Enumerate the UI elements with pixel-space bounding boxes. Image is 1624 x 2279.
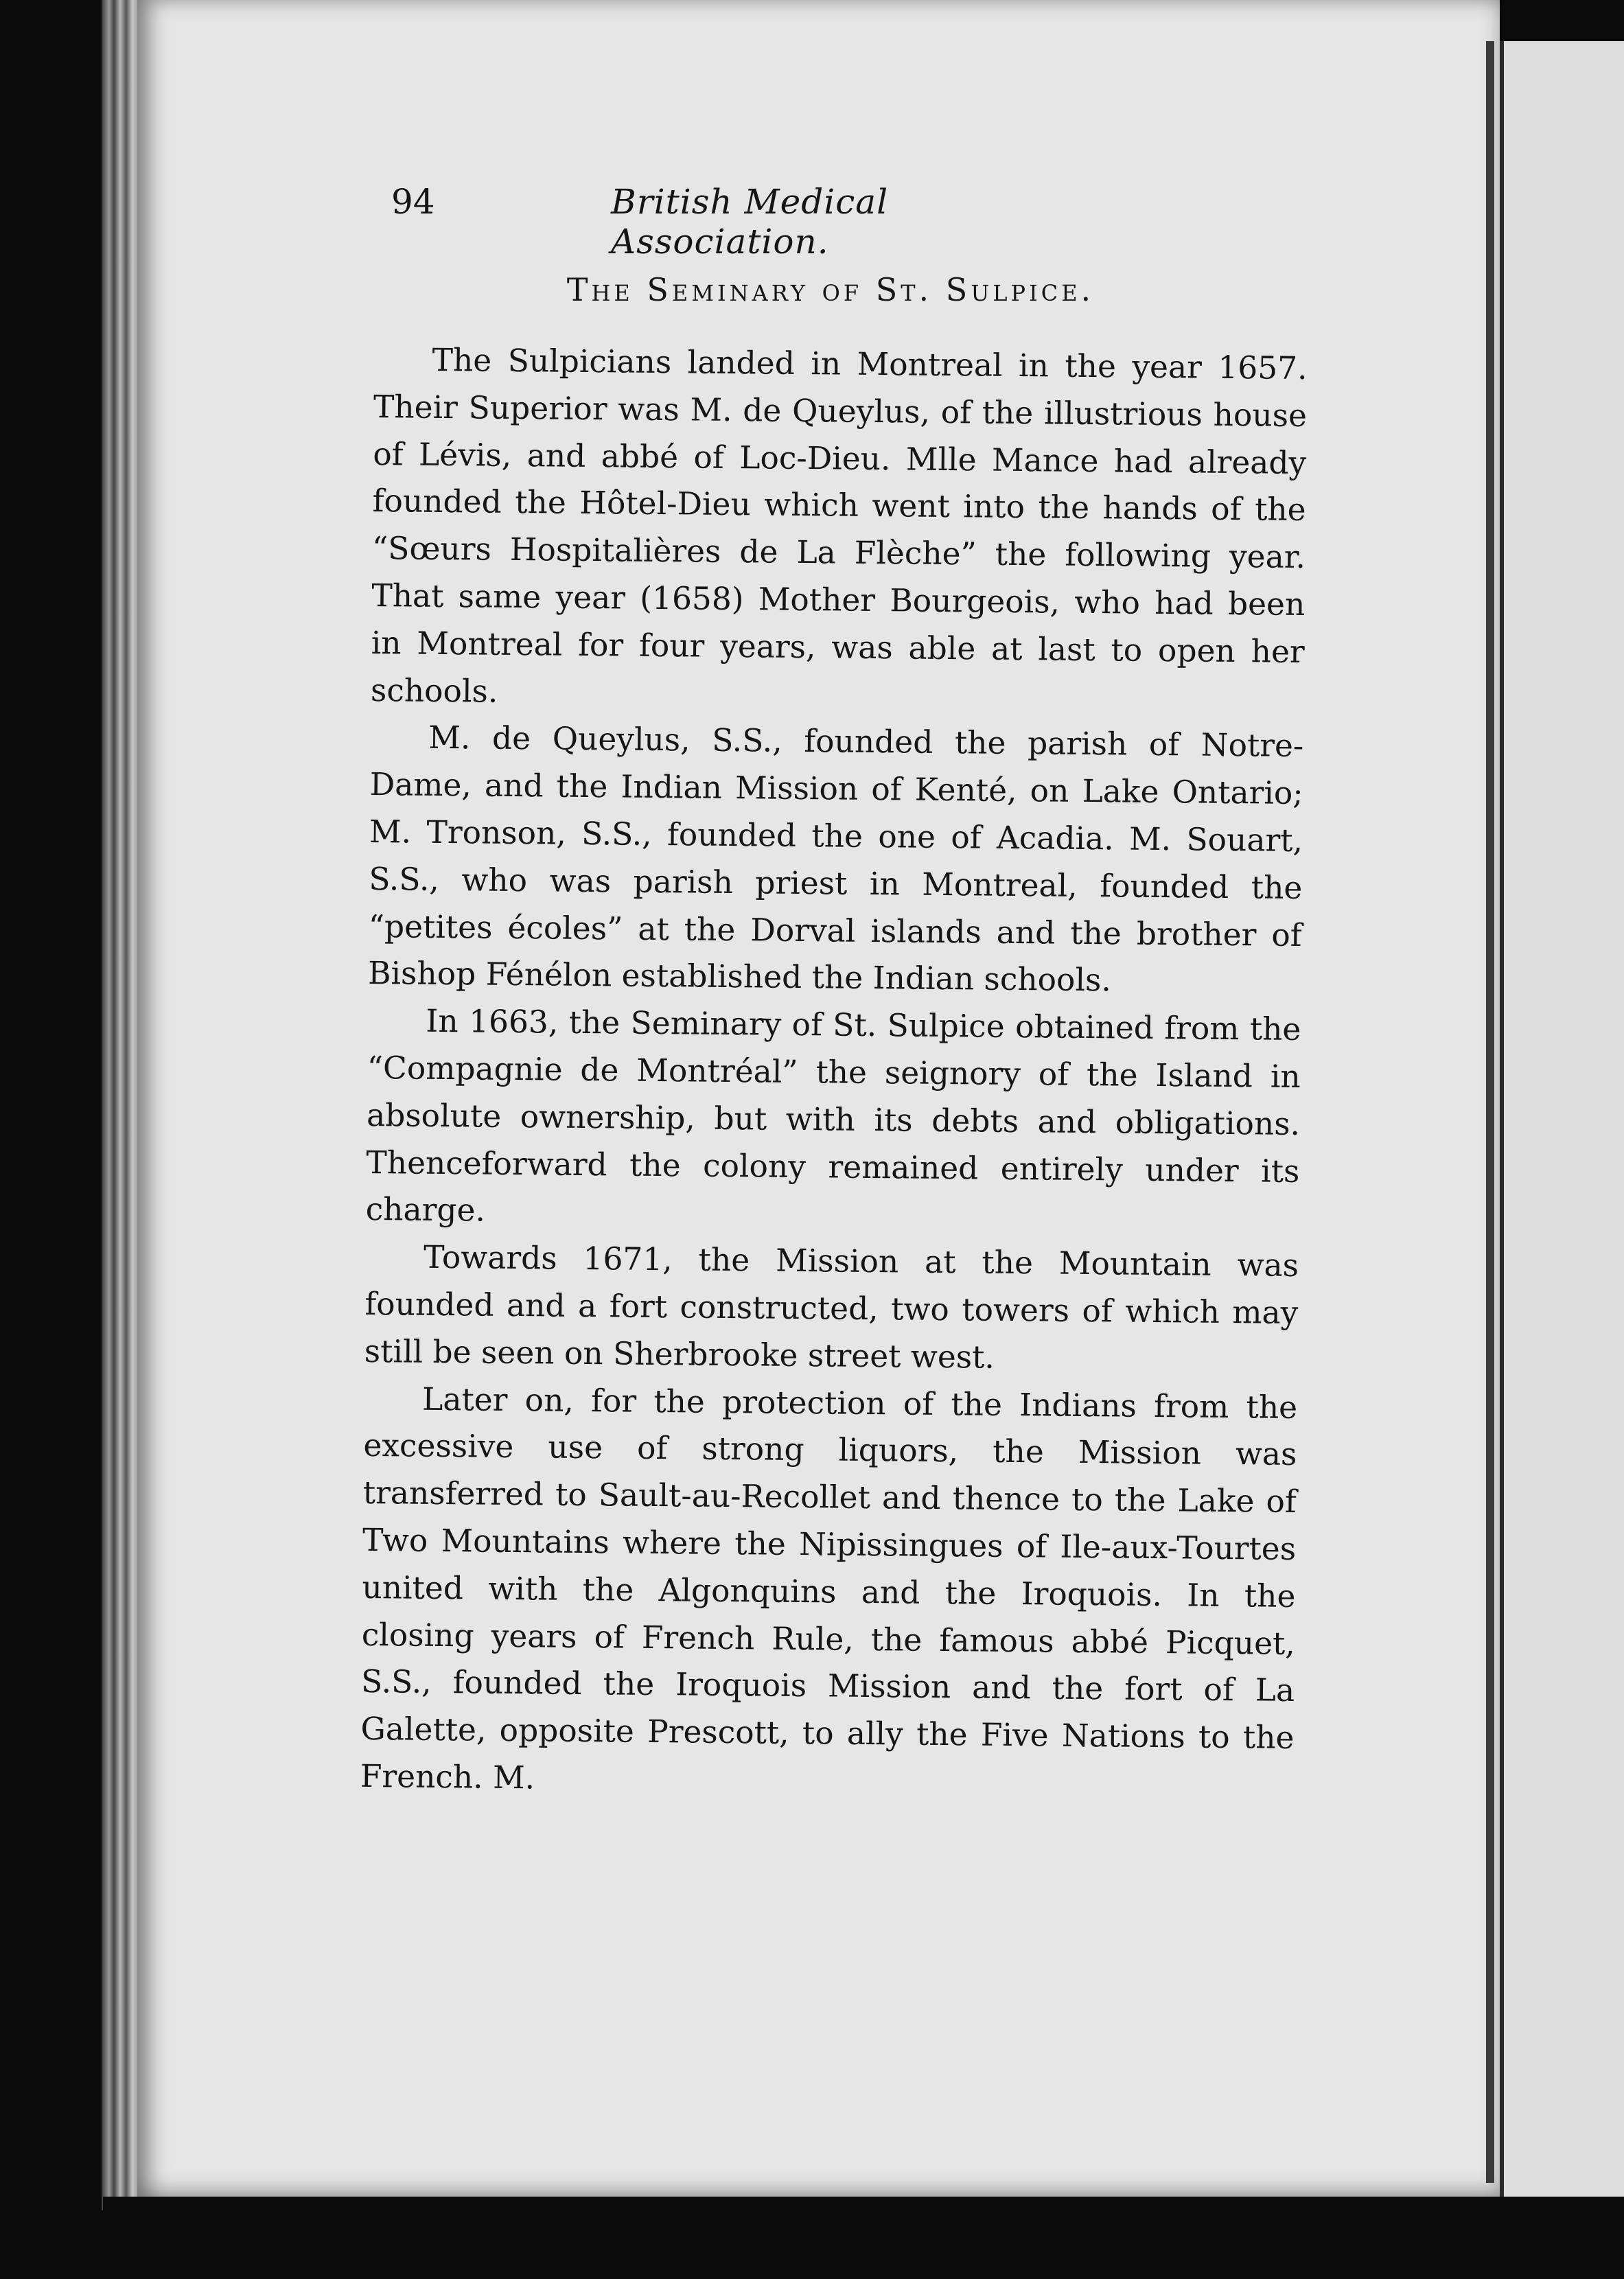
binding-gutter [1486,41,1494,2183]
paragraph: M. de Queylus, S.S., founded the parish of Notre-Dame, and the Indian Mission of Kenté, on Lake Ontario; M. Tronson, S.S., founded the one of Acadia. M. Souart, S.S., who was parish priest in Montreal, founded the “petites écoles” at the Dorval islands and the brother of Bishop Fénélon established the Indian schools. [367,719,1304,999]
paragraph: Towards 1671, the Mission at the Mountain was founded and a fort constructed, two towers of which may still be seen on Sherbrooke street west. [364,1238,1299,1376]
page-number: 94 [391,182,435,222]
bottom-shadow [103,2197,1624,2279]
paragraph: In 1663, the Seminary of St. Sulpice obtained from the “Compagnie de Montréal” the seignory of the Island in absolute ownership, but with its debts and obligations. Thenceforward the colony remained entirely under its charge. [365,1002,1301,1229]
running-head [391,182,1105,262]
paragraph: The Sulpicians landed in Montreal in the year 1657. Their Superior was M. de Queylus, of the illustrious house of Lévis, and abbé of Loc-Dieu. Mlle Mance had already founded the Hôtel-Dieu which went into the hands of the “Sœurs Hospitalières de La Flèche” the following year. That same year (1658) Mother Bourgeois, who had been in Montreal for four years, was able at last to open her schools. [370,341,1308,710]
page-stack-edges [102,0,143,2210]
paragraph: Later on, for the protection of the Indians from the excessive use of strong liquors, the Mission was transferred to Sault-au-Recollet and thence to the Lake of Two Mountains where the Nipissingues of Ile-aux-Tourtes united with the Algonquins and the Iroquois. In the closing years of French Rule, the famous abbé Picquet, S.S., founded the Iroquois Mission and the fort of La Galette, opposite Prescott, to ally the Five Nations to the French. M. [360,1380,1298,1796]
section-title: The Seminary of St. Sulpice. [566,271,1095,308]
body-text [360,336,1308,1809]
facing-page-edge [1500,41,1624,2203]
running-head-title: British Medical Association. [611,182,889,262]
